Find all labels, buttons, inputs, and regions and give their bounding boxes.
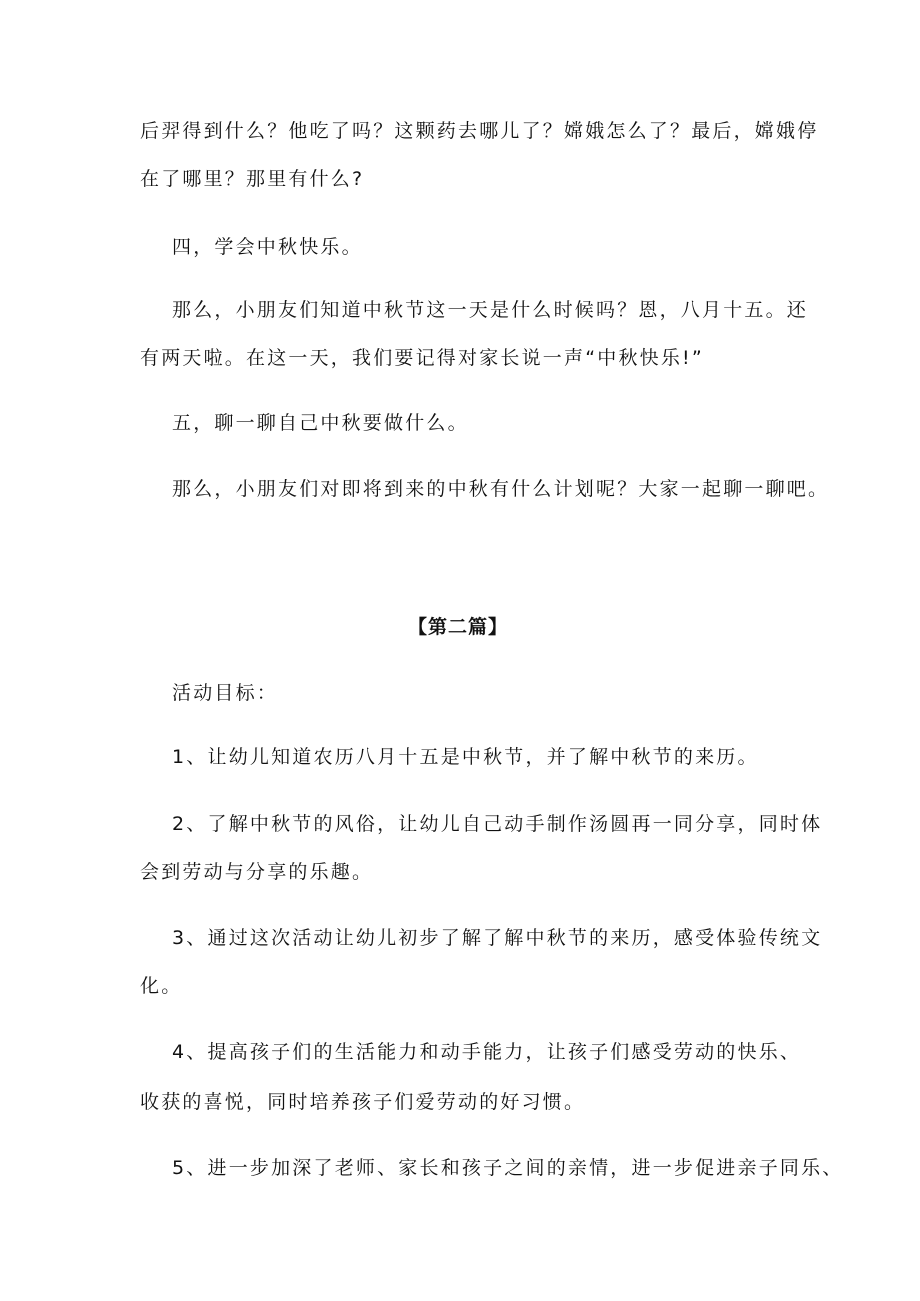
goal-2-line-2: 会到劳动与分享的乐趣。 [140, 861, 374, 883]
goal-4-line-2: 收获的喜悦，同时培养孩子们爱劳动的好习惯。 [140, 1091, 586, 1113]
goals-label: 活动目标： [172, 682, 279, 704]
plan-paragraph: 那么，小朋友们对即将到来的中秋有什么计划呢？大家一起聊一聊吧。 [172, 478, 830, 500]
date-paragraph-line-1: 那么，小朋友们知道中秋节这一天是什么时候吗？恩，八月十五。还 [172, 299, 809, 321]
goal-3-line-1: 3、通过这次活动让幼儿初步了解了解中秋节的来历，感受体验传统文 [172, 927, 823, 949]
goal-4-line-1: 4、提高孩子们的生活能力和动手能力，让孩子们感受劳动的快乐、 [172, 1041, 802, 1063]
goal-1: 1、让幼儿知道农历八月十五是中秋节，并了解中秋节的来历。 [172, 746, 759, 768]
date-paragraph-line-2: 有两天啦。在这一天，我们要记得对家长说一声“中秋快乐!” [140, 347, 704, 369]
section-heading-four: 四，学会中秋快乐。 [172, 236, 363, 258]
goal-5-line-1: 5、进一步加深了老师、家长和孩子之间的亲情，进一步促进亲子同乐、 [172, 1157, 844, 1179]
goal-2-line-1: 2、了解中秋节的风俗，让幼儿自己动手制作汤圆再一同分享，同时体 [172, 813, 823, 835]
section-heading-five: 五，聊一聊自己中秋要做什么。 [172, 412, 469, 434]
story-paragraph-line-1: 后羿得到什么？他吃了吗？这颗药去哪儿了？嫦娥怎么了？最后，嫦娥停 [140, 120, 819, 142]
section-two-title: 【第二篇】 [408, 616, 509, 638]
goal-3-line-2: 化。 [140, 975, 183, 997]
story-paragraph-line-2: 在了哪里？那里有什么? [140, 168, 365, 190]
